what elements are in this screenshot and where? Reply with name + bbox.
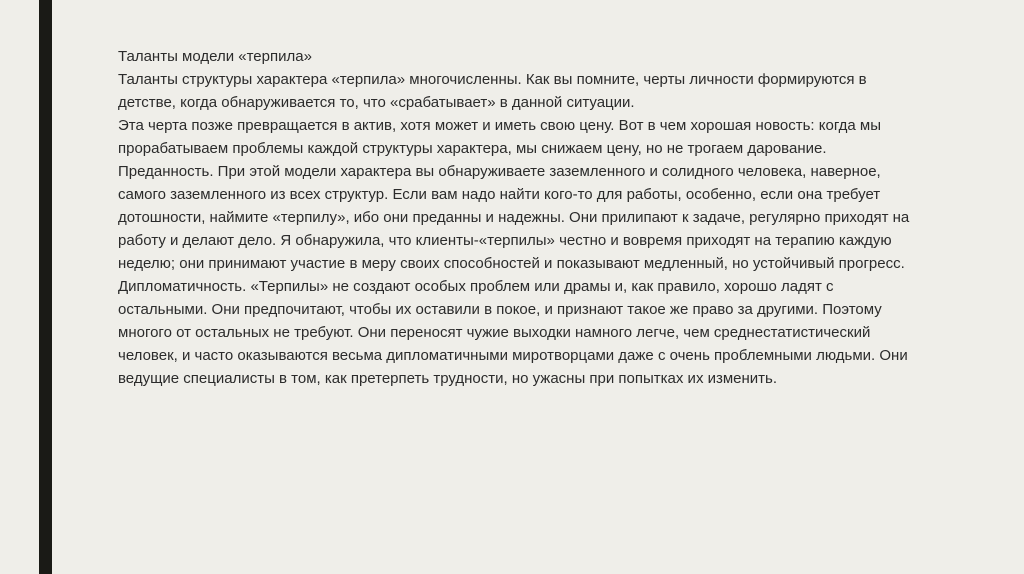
slide-content <box>118 45 918 390</box>
paragraph-intro: Таланты структуры характера «терпила» многочисленны. Как вы помните, черты личности формируются в детстве, когда обнаруживается то, что «срабатывает» в данной ситуации. <box>118 71 867 111</box>
paragraph-devotion: Преданность. При этой модели характера вы обнаруживаете заземленного и солидного человека, наверное, самого заземленного из всех структур. Если вам надо найти кого-то для работы, особенно, если она требует дотошности, наймите «терпилу», ибо они преданны и надежны. Они прилипают к задаче, регулярно приходят на работу и делают дело. Я обнаружила, что клиенты-«терпилы» честно и вовремя приходят на терапию каждую неделю; они принимают участие в меру своих способностей и показывают медленный, но устойчивый прогресс. <box>118 163 910 272</box>
left-accent-bar <box>39 0 52 574</box>
slide-title: Таланты модели «терпила» <box>118 48 312 65</box>
paragraph-asset: Эта черта позже превращается в актив, хотя может и иметь свою цену. Вот в чем хорошая новость: когда мы прорабатываем проблемы каждой структуры характера, мы снижаем цену, но не трогаем дарование. <box>118 117 881 157</box>
paragraph-diplomacy: Дипломатичность. «Терпилы» не создают особых проблем или драмы и, как правило, хорошо ладят с остальными. Они предпочитают, чтобы их оставили в покое, и признают такое же право за другими. Поэтому многого от остальных не требуют. Они переносят чужие выходки намного легче, чем среднестатистический человек, и часто оказываются весьма дипломатичными миротворцами даже с очень проблемными людьми. Они ведущие специалисты в том, как претерпеть трудности, но ужасны при попытках их изменить. <box>118 278 908 387</box>
